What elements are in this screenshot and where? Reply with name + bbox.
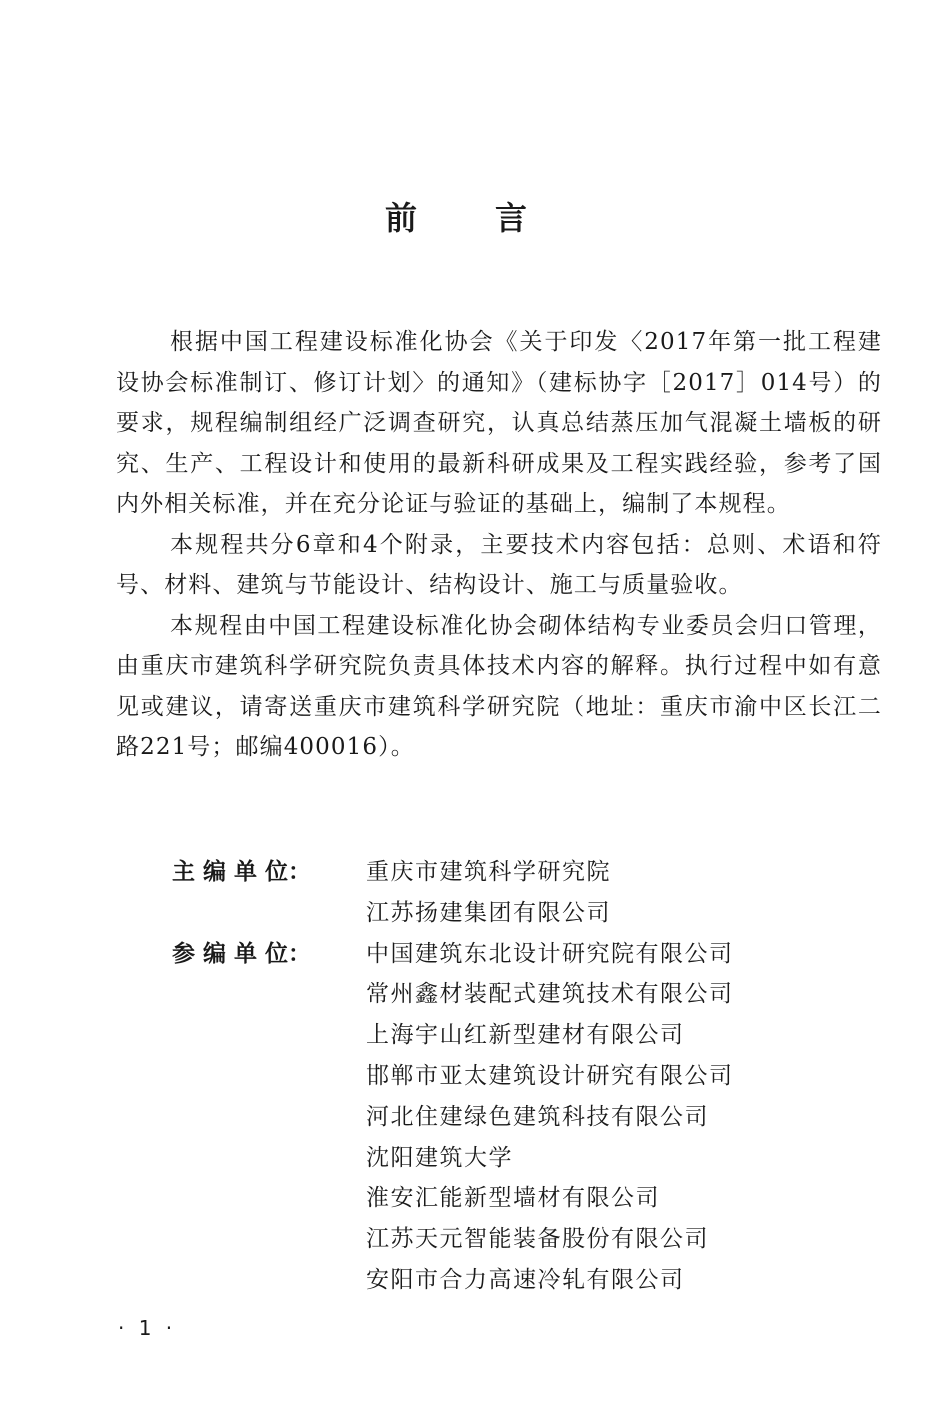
paragraph-basis: 根据中国工程建设标准化协会《关于印发〈2017年第一批工程建设协会标准制订、修订计划〉的通知》（建标协字［2017］014号）的要求，规程编制组经广泛调查研究，认真总结蒸压加气混凝土墙板的研究、生产、工程设计和使用的最新科研成果及工程实践经验，参考了国内外相关标准，并在充分论证与验证的基础上，编制了本规程。 xyxy=(116,329,882,517)
chief-units xyxy=(172,852,872,934)
list-item: 江苏天元智能装备股份有限公司 xyxy=(366,1226,709,1253)
list-item: 江苏扬建集团有限公司 xyxy=(366,899,611,926)
list-item: 常州鑫材装配式建筑技术有限公司 xyxy=(366,981,734,1008)
participating-units-label: 参 编 单 位： xyxy=(172,940,312,967)
page-title: 前言 xyxy=(384,199,605,237)
list-item: 重庆市建筑科学研究院 xyxy=(366,859,611,885)
page-number: · 1 · xyxy=(118,1316,177,1340)
list-item: 上海宇山红新型建材有限公司 xyxy=(366,1022,685,1049)
participating-units xyxy=(172,934,872,1301)
paragraph-management: 本规程由中国工程建设标准化协会砌体结构专业委员会归口管理，由重庆市建筑科学研究院负责具体技术内容的解释。执行过程中如有意见或建议，请寄送重庆市建筑科学研究院（地址：重庆市渝中区长江二路221号；邮编400016）。 xyxy=(116,612,882,760)
list-item: 邯郸市亚太建筑设计研究有限公司 xyxy=(366,1062,734,1089)
list-item: 安阳市合力高速冷轧有限公司 xyxy=(366,1266,685,1293)
list-item: 河北住建绿色建筑科技有限公司 xyxy=(366,1103,709,1130)
paragraph-contents: 本规程共分6章和4个附录，主要技术内容包括：总则、术语和符号、材料、建筑与节能设计、结构设计、施工与质量验收。 xyxy=(116,531,882,598)
chief-units-label: 主 编 单 位： xyxy=(172,859,312,885)
participating-units-list xyxy=(366,934,734,1301)
preface-body xyxy=(116,322,882,768)
list-item: 淮安汇能新型墙材有限公司 xyxy=(366,1185,660,1212)
drafting-units xyxy=(172,852,872,1301)
list-item: 中国建筑东北设计研究院有限公司 xyxy=(366,940,734,967)
chief-units-list xyxy=(366,852,611,934)
list-item: 沈阳建筑大学 xyxy=(366,1144,513,1171)
